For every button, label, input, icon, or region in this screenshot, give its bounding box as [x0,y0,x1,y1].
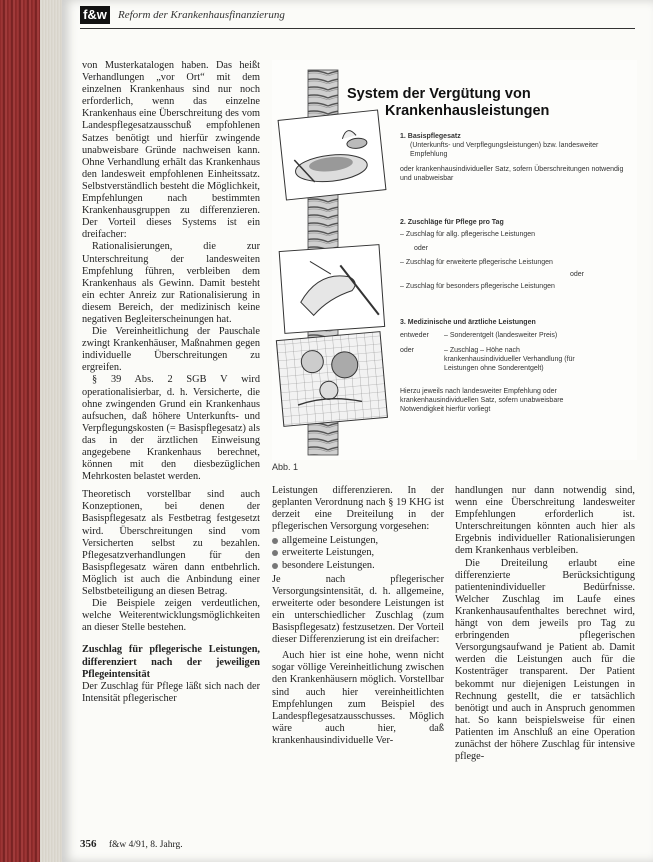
right-paragraph: handlungen nur dann notwendig sind, wenn eine Überschreitung landesweiter Empfehlungen erforderlich ist. Unterschreitungen könnten auch hier als Ergebnis individueller Rationalisierungen dem Krankenhaus verbleiben. [455,485,635,557]
page-edges [40,0,64,862]
running-header [80,4,635,29]
figure-item-2-head: 2. Zuschläge für Pflege pro Tag [400,219,504,226]
figure-caption: Abb. 1 [272,462,299,472]
left-paragraph-final: Der Zuschlag für Pflege läßt sich nach der Intensität pflegerischer [82,680,260,704]
bullet-item: besondere Leistungen. [272,560,444,572]
figure-item-3 [400,318,630,414]
bullet-item: erweiterte Leistungen, [272,547,444,559]
figure-item-3-a-label: entweder [400,332,429,339]
bullet-list [272,535,444,571]
figure-item-3-row-a [400,331,630,340]
left-paragraph: Die Vereinheitlichung der Pauschale zwingt Krankenhäuser, Maßnahmen gegen individuelle Überschreitungen zu ergreifen. [82,326,260,374]
right-paragraph: Die Dreiteilung erlaubt eine differenzierte Berücksichtigung patientenindividueller Bedürfnisse. Welcher Zuschlag im Laufe eines Krankenhausaufenthaltes berechnet wird, hängt von dem jeweils pro Tag zu erbringenden pflegerischen Versorgungsaufwand je Patient ab. Damit werden die Leistungen auch für die Kostenträger transparent. Der Patient bekommt nur diejenigen Leistungen in Rechnung gestellt, die er tatsächlich benötigt und auch in Anspruch genommen hat. So kann beispielsweise für einen Patienten im Anschluß an eine Operation zunächst der höhere Zuschlag für intensive pflege- [455,557,635,763]
figure-title-line2: Krankenhausleistungen [385,103,550,119]
bullet-item: allgemeine Leistungen, [272,535,444,547]
issue-info: f&w 4/91, 8. Jahrg. [108,840,183,850]
left-paragraph: Theoretisch vorstellbar sind auch Konzeptionen, bei denen der Basispflegesatz als Festbetrag festgesetzt wird. Überschreitungen sind vom Versicherten selbst zu bezahlen. Pflegesatzverhandlungen für den Basispflegesatz wären dann entbehrlich. Möglich ist auch die Anbindung einer Selbstbeteiligung an diesen Betrag. [82,489,260,598]
left-paragraph: von Musterkatalogen haben. Das heißt Verhandlungen „vor Ort“ mit dem einzelnen Krankenhaus sind nur noch erforderlich, wenn das einzelne Krankenhaus eine Überschreitung des vom Landespflegesatzausschuß empfohlenen Satzes benötigt und hierfür zwingende unabweisbare Gründe nachweisen kann. Ohne Verhandlung erhält das Krankenhaus den landesweit empfohlenen Einheitssatz. Selbstverständlich besteht die Möglichkeit, Empfehlungen nach bestimmten Krankenhausgruppen zu differenzieren. Der Vorteil dieses Systems ist ein dreifacher: [82,60,260,241]
figure-item-2-or1: oder [414,245,429,252]
figure-item-3-b: – Zuschlag – Höhe nach krankenhausindividueller Verhandlung (für Leistungen ohne Sonderentgelt) [444,347,575,372]
middle-column [272,485,444,747]
middle-paragraph: Je nach pflegerischer Versorgungsintensität, d. h. allgemeine, erweiterte oder besondere Leistungen ist ein unterschiedlicher Zuschlag (zum Basispflegesatz) festzusetzen. Der Vorteil dieser Differenzierung ist ein dreifacher: [272,573,444,646]
figure-item-1-sub: (Unterkunfts- und Verpflegungsleistungen) bzw. landesweiter Empfehlung [410,142,599,158]
figure-item-3-a: – Sonderentgelt (landesweiter Preis) [444,332,558,339]
figure-item-2-a: – Zuschlag für allg. pflegerische Leistungen [400,231,536,238]
figure-item-3-row-b [400,346,630,373]
left-paragraph: Die Beispiele zeigen verdeutlichen, welche Weiterentwicklungsmöglichkeiten an dieser Stelle bestehen. [82,598,260,634]
section-subheading: Zuschlag für pflegerische Leistungen, differenziert nach der jeweiligen Pflegeintensität [82,644,260,680]
figure-item-2 [400,218,630,291]
figure-item-3-head: 3. Medizinische und ärztliche Leistungen [400,319,536,326]
figure-title-line1: System der Vergütung von [347,86,531,102]
header-title: Reform der Krankenhausfinanzierung [118,9,285,21]
figure-note: Hierzu jeweils nach landesweiter Empfehlung oder krankenhausindividuellen Satz, sofern unabweisbare Notwendigkeit hierfür vorliegt [400,388,564,413]
figure-item-1 [400,132,630,183]
left-paragraph: § 39 Abs. 2 SGB V wird operationalisierbar, d. h. Versicherte, die ohne zwingenden Grund ein Krankenhaus aufsuchen, daß höhere Unterkunfts- und Verpflegungskosten (= Basispflegesatz) als das in der ärztlichen Einweisung angegebene Krankenhaus berechnet, können mit den diesbezüglichen Mehrkosten belastet werden. [82,374,260,483]
figure-item-1-alt: oder krankenhausindividueller Satz, sofern Überschreitungen notwendig und unabweisbar [400,166,624,182]
left-paragraph: Rationalisierungen, die zur Unterschreitung der landesweiten Empfehlung führen, verbleiben dem Krankenhaus als Gewinn. Damit besteht ein echter Anreiz zur Rationalisierung in diesem Bereich, der medizinisch keine negativen Begleiterscheinungen hat. [82,241,260,325]
figure-item-2-or2: oder [570,271,585,278]
figure-item-1-head: 1. Basispflegesatz [400,133,461,140]
figure-title [347,86,627,120]
figure-item-2-b: – Zuschlag für erweiterte pflegerische Leistungen [400,259,553,266]
middle-paragraph: Auch hier ist eine hohe, wenn nicht sogar völlige Vereinheitlichung zwischen den Krankenhäusern möglich. Vorstellbar sind auch hier vereinheitlichten Empfehlungen zum Beispiel des Landespflegesatzausschusses. Möglich wäre auch hier, daß krankenhausindividuelle Ver- [272,650,444,746]
page-footer [80,838,183,850]
right-column [455,485,635,763]
page-number: 356 [80,838,97,850]
figure-system-diagram [272,60,637,460]
figure-item-2-c: – Zuschlag für besonders pflegerische Leistungen [400,283,555,290]
journal-logo: f&w [80,6,110,24]
left-column [82,60,260,705]
figure-item-3-b-label: oder [400,347,415,354]
middle-paragraph: Leistungen differenzieren. In der geplanten Verordnung nach § 19 KHG ist derzeit eine Dreiteilung in der pflegerischen Versorgung vorgesehen: [272,485,444,533]
